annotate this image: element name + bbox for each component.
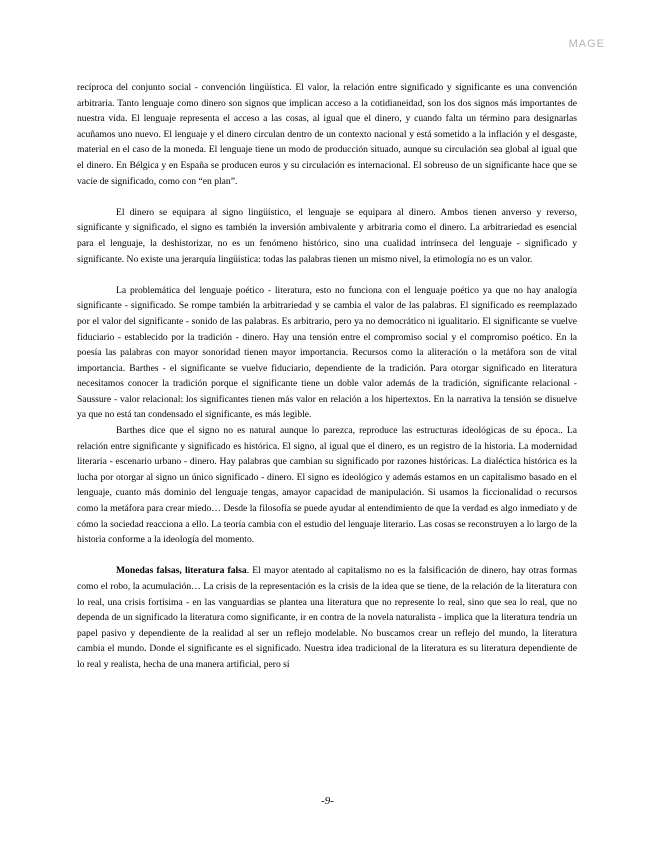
paragraph-4: Barthes dice que el signo no es natural aunque lo parezca, reproduce las estructuras ideológicas de su época.. La relación entre significante y significado es histórica. El signo, al igual que el dinero, es un registro de la historia. La modernidad literaria - escenario urbano - dinero. Hay palabras que cambian su significado por razones históricas. La dialéctica histórica es la lucha por otorgar al signo un único significado - dinero. El signo es ideológico y además estamos en un capitalismo basado en el lenguaje, cuanto más dominio del lenguaje tengas, amayor capacidad de manipulación. Si usamos la ficcionalidad o recursos como la metáfora para crear miedo… Desde la filosofía se puede ayudar al entendimiento de que la verdad es algo inmediato y de cómo la sociedad reacciona a ello. La teoría cambia con el estudio del lenguaje literario. Las cosas se reconstruyen a lo largo de la historia conforme a la ideología del momento. [77, 425, 577, 546]
paragraph-1: recíproca del conjunto social - convención lingüística. El valor, la relación entre significado y significante es una convención arbitraria. Tanto lenguaje como dinero son signos que implican acceso a la cotidianeidad, son los dos signos más importantes de nuestra vida. El lenguaje representa el acceso a las cosas, al igual que el dinero, y cuando falta un término para designarlas acuñamos uno nuevo. El lenguaje y el dinero circulan dentro de un contexto nacional y está sometido a la inflación y el desgaste, material en el caso de la moneda. El lenguaje tiene un modo de producción situado, aunque su circulación sea global al igual que el dinero. En Bélgica y en España se producen euros y su circulación es internacional. El sobreuso de un significante hace que se vacíe de significado, como con “en plan”. [77, 82, 577, 187]
page-body [77, 80, 577, 673]
page-number: -9- [321, 795, 334, 807]
paragraph-3: La problemática del lenguaje poético - literatura, esto no funciona con el lenguaje poético ya que no hay analogía significante - significado. Se rompe también la arbitrariedad y se cambia el valor de las palabras. El significado es reemplazado por el valor del significante - sonido de las palabras. Es arbitrario, pero ya no democrático ni igualitario. El significante se vuelve fiduciario - establecido por la tradición - dinero. Hay una tensión entre el compromiso social y el compromiso poético. En la poesía las palabras con mayor sonoridad tienen mayor importancia. Recursos como la aliteración o la metáfora son de vital importancia. Barthes - el significante se vuelve fiduciario, dependiente de la tradición. Para otorgar significado en literatura necesitamos conocer la tradición porque el significante tiene un doble valor además de la tradición, significante relacional - Saussure - valor relacional: los significantes tienen más valor en relación a los hipertextos. En la narrativa la tensión se disuelve ya que no está tan condensado el significante, es más legible. [77, 284, 577, 421]
paragraph-5-text: . El mayor atentado al capitalismo no es la falsificación de dinero, hay otras formas como el robo, la acumulación… La crisis de la representación es la crisis de la idea que se tiene, de la relación de la literatura con lo real, una crisis fortísima - en las vanguardias se plantea una literatura que no represente lo real, sino que sea lo real, que no dependa de un significado la literatura como significante, ir en contra de la novela naturalista - implica que la literatura tendría un papel pasivo y dependiente de la realidad al ser un reflejo modelable. No buscamos crear un reflejo del mundo, la literatura cambia el mundo. Donde el significante es el significado. Nuestra idea tradicional de la literatura es su literatura dependiente de lo real y realista, hecha de una manera artificial, pero sí [77, 565, 577, 670]
paragraph-5 [77, 563, 577, 672]
section-heading-inline: Monedas falsas, literatura falsa [116, 565, 247, 577]
paragraph-2: El dinero se equipara al signo lingüístico, el lenguaje se equipara al dinero. Ambos tienen anverso y reverso, significante y significado, el signo es también la inversión ambivalente y arbitraria como el dinero. La arbitrariedad es esencial para el lenguaje, la deshistorizar, no es un fenómeno histórico, sino una cualidad intrínseca del lenguaje - significado y significante. No existe una jerarquía lingüística: todas las palabras tienen un mismo nivel, la etimología no es un valor. [77, 206, 577, 265]
header-watermark: MAGE [568, 38, 605, 50]
